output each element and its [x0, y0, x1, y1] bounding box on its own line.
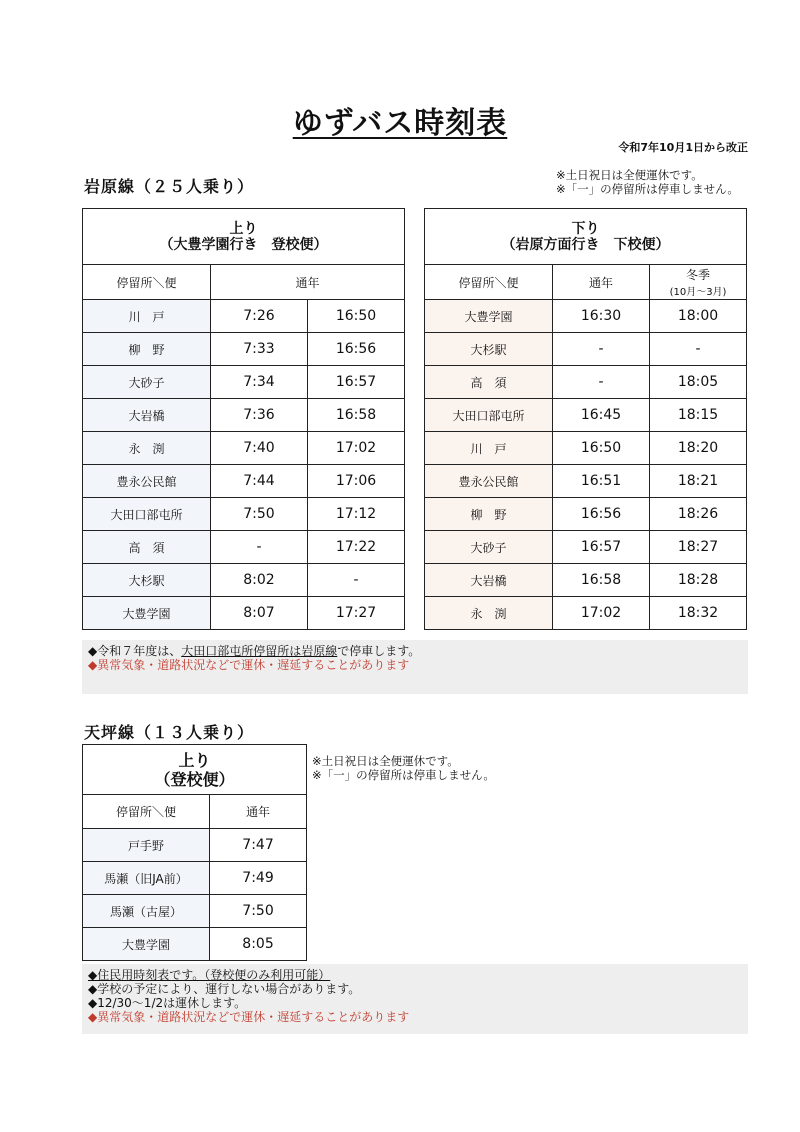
table-row [425, 366, 747, 399]
note-skip-stop: ※「一」の停留所は停車しません。 [312, 768, 495, 782]
stop-name: 大岩橋 [83, 399, 211, 432]
stop-name: 大砂子 [83, 366, 211, 399]
departure-time: - [308, 564, 405, 597]
stop-name: 大杉駅 [425, 333, 553, 366]
departure-time: 16:56 [308, 333, 405, 366]
direction-subtitle: （登校便） [154, 769, 235, 789]
departure-time: 8:07 [211, 597, 308, 630]
table-row [83, 564, 405, 597]
departure-time: 16:57 [308, 366, 405, 399]
direction-label: 上り [178, 750, 211, 770]
info-line-stop-change [88, 644, 742, 658]
revision-date: 令和7年10月1日から改正 [618, 141, 748, 154]
departure-time: 18:21 [650, 465, 747, 498]
note-holiday: ※土日祝日は全便運休です。 [556, 168, 703, 182]
season-column-header: 通年 [210, 795, 307, 829]
departure-time: 18:20 [650, 432, 747, 465]
direction-label: 下り [571, 220, 600, 237]
table-row [425, 564, 747, 597]
page-title-text: ゆずバス時刻表 [292, 106, 508, 141]
departure-time: 7:34 [211, 366, 308, 399]
info-line-newyear: ◆12/30～1/2は運休します。 [88, 996, 247, 1010]
page-title [0, 98, 800, 142]
stop-column-header: 停留所＼便 [83, 265, 211, 300]
departure-time: 7:47 [210, 829, 307, 862]
table-row [83, 366, 405, 399]
departure-time: 16:45 [553, 399, 650, 432]
table-row [83, 432, 405, 465]
departure-time: 7:44 [211, 465, 308, 498]
table-row [425, 465, 747, 498]
departure-time: 8:05 [210, 928, 307, 961]
stop-name: 豊永公民館 [425, 465, 553, 498]
stop-name: 高 須 [83, 531, 211, 564]
table-row [83, 399, 405, 432]
note-skip-stop: ※「一」の停留所は停車しません。 [556, 182, 739, 196]
stop-name: 戸手野 [83, 829, 210, 862]
iwahara-down-table [424, 208, 747, 630]
winter-period: (10月～3月) [669, 287, 727, 298]
season-column-header: 通年 [553, 265, 650, 300]
iwahara-down-header [425, 209, 747, 265]
stop-name: 大砂子 [425, 531, 553, 564]
departure-time: 8:02 [211, 564, 308, 597]
stop-name: 高 須 [425, 366, 553, 399]
table-row [425, 333, 747, 366]
info-underlined: 大田口部屯所停留所は岩原線 [181, 644, 338, 658]
departure-time: 18:00 [650, 300, 747, 333]
stop-name: 大岩橋 [425, 564, 553, 597]
info-line-school: ◆学校の予定により、運行しない場合があります。 [88, 982, 361, 996]
info-line-weather: ◆異常気象・道路状況などで運休・遅延することがあります [88, 1010, 410, 1024]
departure-time: 18:15 [650, 399, 747, 432]
stop-column-header: 停留所＼便 [425, 265, 553, 300]
note-holiday: ※土日祝日は全便運休です。 [312, 754, 459, 768]
stop-name: 柳 野 [425, 498, 553, 531]
departure-time: 17:02 [308, 432, 405, 465]
stop-name: 豊永公民館 [83, 465, 211, 498]
departure-time: 16:58 [553, 564, 650, 597]
direction-label: 上り [229, 220, 258, 237]
departure-time: 7:50 [211, 498, 308, 531]
departure-time: - [650, 333, 747, 366]
departure-time: 16:51 [553, 465, 650, 498]
stop-name: 大豊学園 [425, 300, 553, 333]
amatsubo-notes [312, 754, 495, 782]
stop-name: 川 戸 [425, 432, 553, 465]
iwahara-notes [556, 168, 739, 196]
table-row [83, 597, 405, 630]
amatsubo-info-box [82, 964, 748, 1034]
table-row [83, 928, 307, 961]
table-row [425, 597, 747, 630]
departure-time: 18:05 [650, 366, 747, 399]
departure-time: 18:28 [650, 564, 747, 597]
stop-name: 馬瀬（旧JA前） [83, 862, 210, 895]
departure-time: 17:06 [308, 465, 405, 498]
departure-time: - [553, 366, 650, 399]
departure-time: 18:27 [650, 531, 747, 564]
departure-time: 7:49 [210, 862, 307, 895]
stop-name: 大田口部屯所 [425, 399, 553, 432]
departure-time: 16:58 [308, 399, 405, 432]
stop-name: 川 戸 [83, 300, 211, 333]
table-row [83, 531, 405, 564]
departure-time: 16:30 [553, 300, 650, 333]
info-text: で停車します。 [337, 644, 421, 658]
table-row [425, 300, 747, 333]
season-column-header: 通年 [211, 265, 405, 300]
table-row [83, 862, 307, 895]
departure-time: 16:50 [553, 432, 650, 465]
stop-name: 大豊学園 [83, 597, 211, 630]
iwahara-line-title: 岩原線（２５人乗り） [84, 177, 255, 196]
info-line-resident: ◆住民用時刻表です。（登校便のみ利用可能） [88, 968, 331, 982]
amatsubo-up-table [82, 744, 307, 961]
departure-time: 7:40 [211, 432, 308, 465]
departure-time: 17:02 [553, 597, 650, 630]
info-text: ◆令和７年度は、 [88, 644, 182, 658]
stop-name: 永 渕 [83, 432, 211, 465]
table-row [83, 498, 405, 531]
iwahara-up-header [83, 209, 405, 265]
departure-time: 16:57 [553, 531, 650, 564]
departure-time: 7:36 [211, 399, 308, 432]
winter-label: 冬季 [686, 268, 711, 282]
departure-time: 7:33 [211, 333, 308, 366]
departure-time: 16:56 [553, 498, 650, 531]
table-row [83, 300, 405, 333]
departure-time: 7:26 [211, 300, 308, 333]
direction-subtitle: （岩原方面行き 下校便） [501, 236, 670, 253]
stop-name: 柳 野 [83, 333, 211, 366]
table-row [83, 333, 405, 366]
departure-time: 7:50 [210, 895, 307, 928]
departure-time: 17:12 [308, 498, 405, 531]
stop-column-header: 停留所＼便 [83, 795, 210, 829]
table-row [425, 399, 747, 432]
departure-time: - [553, 333, 650, 366]
departure-time: 18:32 [650, 597, 747, 630]
table-row [83, 465, 405, 498]
stop-name: 永 渕 [425, 597, 553, 630]
table-row [425, 531, 747, 564]
iwahara-up-table [82, 208, 405, 630]
table-row [83, 829, 307, 862]
amatsubo-line-title: 天坪線（１３人乗り） [84, 723, 255, 742]
stop-name: 大杉駅 [83, 564, 211, 597]
table-row [425, 498, 747, 531]
departure-time: - [211, 531, 308, 564]
amatsubo-up-header [83, 745, 307, 795]
stop-name: 大豊学園 [83, 928, 210, 961]
winter-column-header [650, 265, 747, 300]
stop-name: 大田口部屯所 [83, 498, 211, 531]
departure-time: 17:22 [308, 531, 405, 564]
table-row [83, 895, 307, 928]
departure-time: 16:50 [308, 300, 405, 333]
direction-subtitle: （大豊学園行き 登校便） [159, 236, 328, 253]
iwahara-info-box [82, 640, 748, 694]
departure-time: 18:26 [650, 498, 747, 531]
table-row [425, 432, 747, 465]
info-line-weather: ◆異常気象・道路状況などで運休・遅延することがあります [88, 658, 410, 672]
departure-time: 17:27 [308, 597, 405, 630]
stop-name: 馬瀬（古屋） [83, 895, 210, 928]
